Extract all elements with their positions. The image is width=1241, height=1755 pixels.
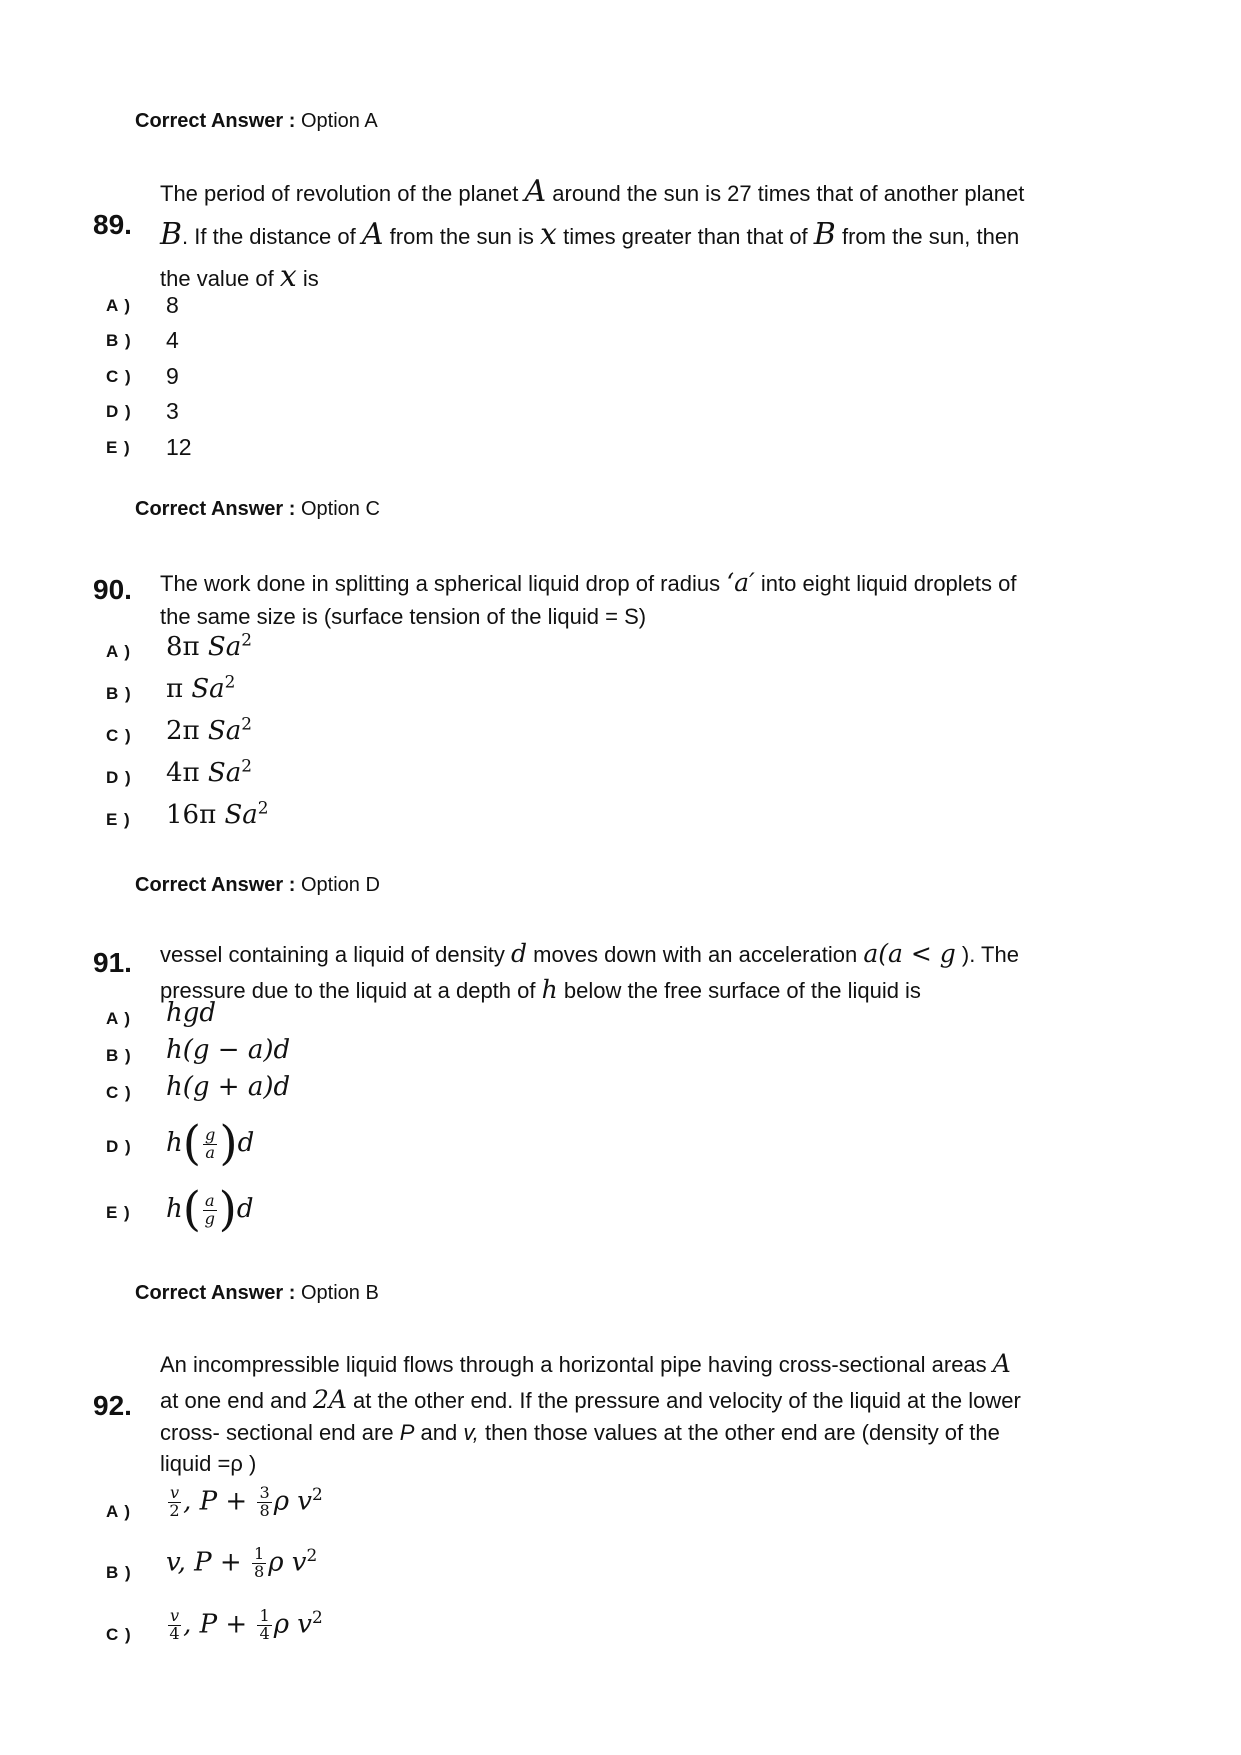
option-value: 4 — [166, 327, 179, 353]
option-label: B ) — [106, 331, 132, 350]
option-value: 3 — [166, 398, 179, 424]
option-value: $\frac{v}{2}$ , P + $\frac{3}{8}$ ρ $v^2$ — [169, 1483, 323, 1520]
option-label: A ) — [106, 1502, 132, 1521]
option-label: B ) — [106, 1046, 132, 1065]
option-value: h(g + a)d — [166, 1072, 291, 1102]
option-value: 9 — [166, 363, 179, 389]
answer-label: Correct Answer : — [135, 1282, 296, 1304]
option-value: 8 — [166, 292, 179, 318]
question-number-90: 90. — [93, 574, 132, 605]
option-value: h( $\frac{g}{a}$ )d — [166, 1117, 255, 1171]
option-label: E ) — [106, 438, 131, 457]
option-label: D ) — [106, 768, 132, 787]
option-label: C ) — [106, 367, 132, 386]
option-value: 8π Sa$^2$ — [166, 629, 252, 662]
correct-answer-prev — [135, 110, 378, 133]
option-label: E ) — [106, 1203, 131, 1222]
option-value: 16π Sa$^2$ — [166, 797, 269, 830]
option-label: B ) — [106, 1563, 132, 1582]
option-label: E ) — [106, 810, 131, 829]
option-label: C ) — [106, 1083, 132, 1102]
question-text-89: The period of revolution of the planet A around the sun is 27 times that of another planet B. If the distance of A from the sun is x times greater than that of B from the sun, then the value of x is — [160, 174, 1025, 295]
option-label: B ) — [106, 684, 132, 703]
question-number-91: 91. — [93, 947, 132, 978]
option-value: 12 — [166, 434, 192, 460]
option-label: D ) — [106, 402, 132, 421]
option-value: h( $\frac{a}{g}$ )d — [166, 1183, 254, 1237]
question-text-91: vessel containing a liquid of density d moves down with an acceleration a(a < g ). The pressure due to the liquid at a depth of h below the free surface of the liquid is — [160, 939, 1019, 1004]
answer-label: Correct Answer : — [135, 110, 296, 132]
question-text-92: An incompressible liquid flows through a horizontal pipe having cross-sectional areas A at one end and 2A at the other end. If the pressure and velocity of the liquid at the lower cross- sectional end are P and v, then those values at the other end are (density of the liquid =ρ ) — [160, 1349, 1021, 1477]
correct-answer-91 — [135, 1282, 379, 1305]
option-value: π Sa$^2$ — [166, 671, 236, 704]
question-number-89: 89. — [93, 209, 132, 240]
option-value: v, P + $\frac{1}{8}$ ρ $v^2$ — [166, 1544, 318, 1581]
question-text-90: The work done in splitting a spherical liquid drop of radius ‘a′ into eight liquid droplets of the same size is (surface tension of the liquid = S) — [160, 568, 1017, 630]
option-value: 2π Sa$^2$ — [166, 713, 252, 746]
option-value: hgd — [166, 998, 217, 1028]
answer-value: Option D — [300, 874, 380, 896]
answer-value: Option A — [300, 110, 378, 132]
question-number-92: 92. — [93, 1390, 132, 1421]
option-label: C ) — [106, 1625, 132, 1644]
option-label: A ) — [106, 296, 132, 315]
option-value: h(g − a)d — [166, 1035, 291, 1065]
answer-label: Correct Answer : — [135, 874, 296, 896]
answer-value: Option B — [300, 1282, 379, 1304]
option-label: D ) — [106, 1137, 132, 1156]
option-label: A ) — [106, 642, 132, 661]
option-value: 4π Sa$^2$ — [166, 755, 252, 788]
option-value: $\frac{v}{4}$ , P + $\frac{1}{4}$ ρ $v^2$ — [169, 1606, 323, 1643]
option-label: C ) — [106, 726, 132, 745]
option-label: A ) — [106, 1009, 132, 1028]
answer-value: Option C — [300, 498, 380, 520]
correct-answer-90 — [135, 874, 380, 897]
answer-label: Correct Answer : — [135, 498, 296, 520]
correct-answer-89 — [135, 498, 380, 521]
